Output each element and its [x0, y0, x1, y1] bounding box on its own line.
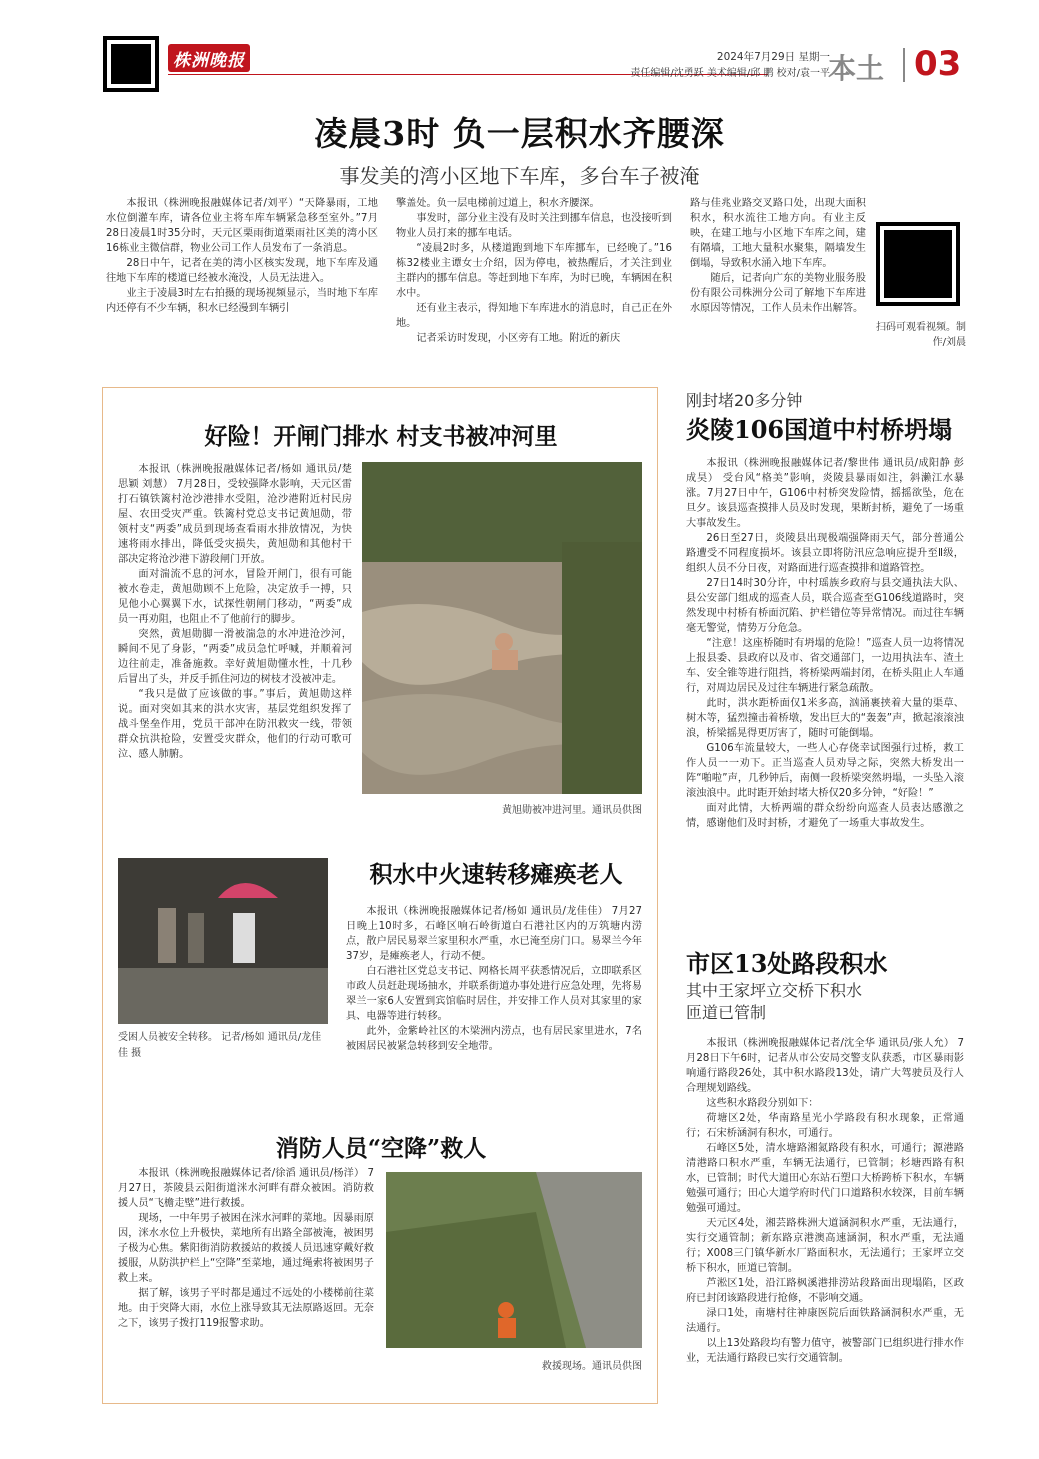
bridge-text: [686, 456, 964, 831]
lead-col-1: [106, 196, 378, 316]
roads-para: 芦淞区1处，沿江路枫溪港排涝站段路面出现塌陷，区政府已封闭该路段进行抢修，不影响交通。: [686, 1278, 964, 1304]
bridge-title: 炎陵106国道中村桥坍塌: [686, 415, 953, 444]
bridge-kicker: 刚封堵20多分钟: [686, 391, 803, 410]
elder-photo-caption: 受困人员被安全转移。 记者/杨如 通讯员/龙佳佳 摄: [118, 1032, 322, 1059]
roads-para: 石峰区5处，清水塘路湘氮路段有积水，可通行；源港路清港路口积水严重，车辆无法通行，已管制；杉塘西路有积水，已管制；时代大道田心东站石塑口大桥跨桥下积水，车辆勉强可通行；田心大道学府时代门口道路积水较深，目前车辆勉强可通过。: [686, 1143, 964, 1214]
roads-para: 这些积水路段分别如下：: [706, 1098, 819, 1109]
village-para: 面对湍流不息的河水，冒险开闸门，很有可能被水卷走，黄旭勋顾不上危险，决定放手一搏，只见他小心翼翼下水，试探性朝闸门移动，“两委”成员一再劝阻，也阻止不了他前行的脚步。: [118, 569, 352, 625]
section-divider: [903, 48, 905, 82]
lead-title: 凌晨3时 负一层积水齐腰深: [314, 114, 725, 153]
village-title: 好险！开闸门排水 村支书被冲河里: [204, 423, 558, 450]
lead-subtitle: 事发美的湾小区地下车库，多台车子被淹: [339, 164, 700, 188]
bridge-para: 面对此情，大桥两端的群众纷纷向巡查人员表达感激之情，感谢他们及时封桥，才避免了一场重大事故发生。: [686, 803, 964, 829]
lead-para: “凌晨2时多，从楼道跑到地下车库挪车，已经晚了。”16栋32楼业主谭女士介绍，因为停电，被热醒后，才关注到业主群内的挪车信息。等赶到地下车库，为时已晚，车辆困在积水中。: [396, 243, 672, 299]
elder-para: 白石港社区党总支书记、网格长周平获悉情况后，立即联系区市政人员赶赴现场抽水，并联系街道办事处进行应急处理，先将易翠兰一家6人安置到宾馆临时居住，并安排工作人员对其家里的家具、电器等进行转移。: [346, 966, 642, 1022]
village-para: 突然，黄旭勋脚一滑被湍急的水冲进沧沙河，瞬间不见了身影，“两委”成员急忙呼喊，并顺着河边往前走，准备施救。幸好黄旭勋懂水性，十几秒后冒出了头，并反手抓住河边的树枝才没被冲走。: [118, 629, 352, 685]
bridge-para: 27日14时30分许，中村瑶族乡政府与县交通执法大队、县公安部门组成的巡查人员，联合巡查至G106线道路时，突然发现中村桥有桥面沉陷、护栏错位等异常情况。而过往车辆毫无警觉，情势万分危急。: [686, 578, 964, 634]
bridge-para: G106车流量较大，一些人心存侥幸试图强行过桥，救工作人员一一劝下。正当巡查人员劝导之际，突然大桥发出一阵“啪啦”声，几秒钟后，南侧一段桥梁突然坍塌，一头坠入滚滚浊浪中。此时距开始封堵大桥仅20多分钟，“好险！”: [686, 743, 964, 799]
lead-para: 随后，记者向广东的美物业服务股份有限公司株洲分公司了解地下车库进水原因等情况，工作人员未作出解答。: [690, 273, 866, 314]
fire-rescue-illustration: [386, 1172, 642, 1348]
rescue-umbrella-illustration: [118, 858, 328, 1024]
village-para: “我只是做了应该做的事。”事后，黄旭勋这样说。面对突如其来的洪水灾害，基层党组织发挥了战斗堡垒作用，党员干部冲在防汛救灾一线，带领群众抗洪抢险，安置受灾群众，他们的行动可歌可泣、感人肺腑。: [118, 689, 352, 760]
roads-para: 以上13处路段均有警力值守，被警部门已组织进行排水作业，无法通行路段已实行交通管制。: [686, 1338, 964, 1364]
lead-para: 擎盖处。负一层电梯前过道上，积水齐腰深。: [396, 198, 600, 209]
bridge-para: “注意！这座桥随时有坍塌的危险！”巡查人员一边将情况上报县委、县政府以及市、省交通部门，一边用执法车、渣土车、安全锥等进行阻挡，将桥梁两端封闭，在桥头阻止人车通行，对周边居民及过往车辆进行紧急疏散。: [686, 638, 964, 694]
editors-line: 责任编辑/沈勇跃 美术编辑/邱 鹏 校对/袁一平: [630, 68, 830, 79]
lead-para: 本报讯（株洲晚报融媒体记者/刘平）“天降暴雨，工地水位倒灌车库，请各位业主将车库车辆紧急移至室外。”7月28日凌晨1时35分时，天元区栗雨街道栗雨社区美的湾小区16栋业主微信群，物业公司工作人员发布了一条消息。: [106, 198, 378, 254]
roads-subtitle-2: 匝道已管制: [686, 1003, 767, 1022]
video-qr-code[interactable]: [876, 222, 960, 306]
lead-para: 事发时，部分业主没有及时关注到挪车信息，也没接听到物业人员打来的挪车电话。: [396, 213, 672, 239]
issue-date: 2024年7月29日 星期一: [716, 51, 830, 63]
village-text: [118, 462, 352, 762]
village-photo-caption: 黄旭勋被冲进河里。通讯员供图: [502, 805, 642, 816]
roads-para: 本报讯（株洲晚报融媒体记者/沈全华 通讯员/张人允） 7月28日下午6时，记者从市公安局交警支队获悉，市区暴雨影响通行路段26处，其中积水路段13处，请广大驾驶员及行人合理规划路线。: [686, 1038, 964, 1094]
lead-para: 记者采访时发现，小区旁有工地。附近的新庆: [416, 333, 621, 344]
elder-para: 此外，金紫岭社区的木梁洲内涝点，也有居民家里进水，7名被困居民被紧急转移到安全地带。: [346, 1026, 642, 1052]
lead-para: 业主于凌晨3时左右拍摄的现场视频显示，当时地下车库内还停有不少车辆，积水已经漫到车辆引: [106, 288, 378, 314]
elder-para: 本报讯（株洲晚报融媒体记者/杨如 通讯员/龙佳佳） 7月27日晚上10时多，石峰区响石岭街道白石港社区内的万筑塘内涝点，散户居民易翠兰家里积水严重，水已淹至房门口。易翠兰今年37岁，是瘫痪老人，行动不便。: [346, 906, 642, 962]
roads-title: 市区13处路段积水: [686, 949, 888, 978]
flood-river-illustration: [362, 462, 642, 794]
lead-col-3: [690, 196, 866, 316]
lead-para: 28日中午，记者在美的湾小区核实发现，地下车库及通往地下车库的楼道已经被水淹没，人员无法进入。: [106, 258, 378, 284]
fire-para: 据了解，该男子平时都是通过不远处的小楼梯前往菜地。由于突降大雨，水位上涨导致其无法原路返回。无奈之下，该男子拨打119报警求助。: [118, 1288, 374, 1329]
fire-para: 现场，一中年男子被困在洣水河畔的菜地。因暴雨原因，洣水水位上升极快，菜地所有出路全部被淹，被困男子极为心焦。紫阳街消防救援站的救援人员迅速穿戴好救援服，从防洪护栏上“空降”至菜地，通过绳索将被困男子救上来。: [118, 1213, 374, 1284]
fire-title: 消防人员“空降”救人: [275, 1135, 487, 1162]
fire-para: 本报讯（株洲晚报融媒体记者/徐滔 通讯员/杨洋） 7月27日，茶陵县云阳街道洣水河畔有群众被困。消防救援人员“飞檐走壁”进行救援。: [118, 1168, 374, 1209]
roads-text: [686, 1036, 964, 1366]
elder-text: [346, 904, 642, 1054]
roads-para: 渌口1处，南塘村往神康医院后面铁路涵洞积水严重，无法通行。: [686, 1308, 964, 1334]
roads-subtitle-1: 其中王家坪立交桥下积水: [686, 981, 863, 1000]
rescue-umbrella-photo: [118, 858, 328, 1024]
masthead-qr-code[interactable]: [103, 36, 159, 92]
lead-para: 还有业主表示，得知地下车库进水的消息时，自己正在外地。: [396, 303, 672, 329]
section-name: 本土: [828, 52, 885, 85]
fire-photo-caption: 救援现场。通讯员供图: [542, 1361, 642, 1372]
elder-title: 积水中火速转移瘫痪老人: [369, 861, 623, 888]
page-number: 03: [914, 44, 962, 84]
qr-caption: 扫码可观看视频。制作/刘晨: [876, 322, 966, 348]
logo-text: 株洲晚报: [173, 50, 245, 71]
bridge-para: 本报讯（株洲晚报融媒体记者/黎世伟 通讯员/成阳静 彭成昊） 受台风“格美”影响，炎陵县暴雨如注，斜濑江水暴涨。7月27日中午，G106中村桥突发险情，摇摇欲坠，危在旦夕。该县巡查摸排人员及时发现，果断封桥，避免了一场重大事故发生。: [686, 458, 964, 529]
bridge-para: 26日至27日，炎陵县出现极端强降雨天气，部分普通公路遭受不同程度损坏。该县立即将防汛应急响应提升至Ⅱ级，组织人员不分日夜，对路面进行巡查摸排和道路管控。: [686, 533, 964, 574]
fire-rescue-photo: [386, 1172, 642, 1348]
fire-text: [118, 1166, 374, 1331]
flood-river-photo: [362, 462, 642, 794]
roads-para: 荷塘区2处，华南路星光小学路段有积水现象，正常通行；石宋桥涵洞有积水，可通行。: [686, 1113, 964, 1139]
village-para: 本报讯（株洲晚报融媒体记者/杨如 通讯员/楚思颖 刘慧） 7月28日，受较强降水影响，天元区雷打石镇铁篱村沧沙港排水受阻，沧沙港附近村民房屋、农田受灾严重。铁篱村党总支书记黄旭勋，带领村支“两委”成员到现场查看雨水排放情况，为快速将雨水排出，降低受灾损失，黄旭勋和其他村干部决定将沧沙港下游段闸门开放。: [118, 464, 352, 565]
roads-para: 天元区4处，湘芸路株洲大道涵洞积水严重，无法通行，实行交通管制；新东路京港澳高速涵洞，积水严重，无法通行；X008三门镇华新水厂路面积水，无法通行；王家坪立交桥下积水，匝道已管制。: [686, 1218, 964, 1274]
lead-para: 路与佳兆业路交叉路口处，出现大面积积水，积水流往工地方向。有业主反映，在建工地与小区地下车库之间，建有隔墙，工地大量积水聚集，隔墙发生倒塌，导致积水涌入地下车库。: [690, 198, 866, 269]
lead-col-2: [396, 196, 672, 346]
bridge-para: 此时，洪水距桥面仅1米多高，汹涌裹挟着大量的渠草、树木等，猛烈撞击着桥墩，发出巨大的“轰轰”声，掀起滚滚浊浪，桥梁摇晃得更厉害了，随时可能倒塌。: [686, 698, 964, 739]
masthead-logo: [168, 44, 250, 72]
